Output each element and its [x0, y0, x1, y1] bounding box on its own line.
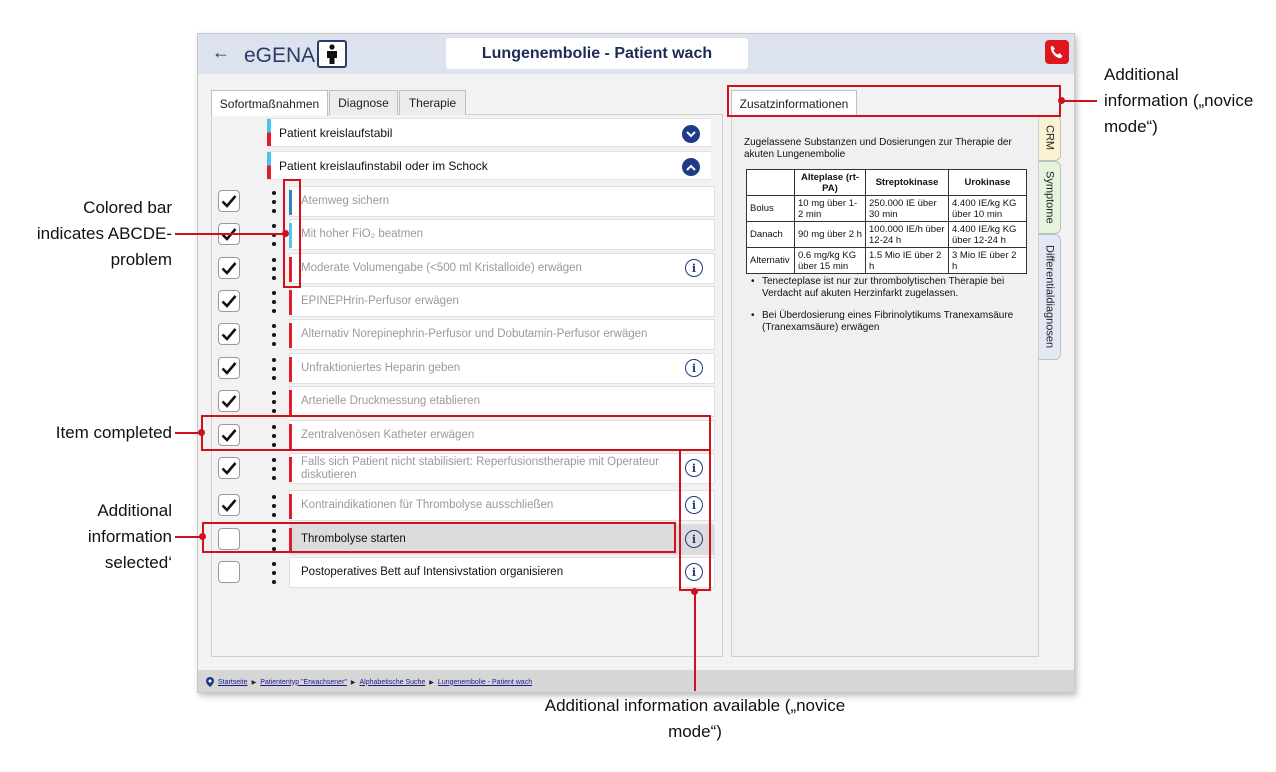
annotation-box-tab — [727, 85, 1061, 117]
checklist-item-label: Postoperatives Bett auf Intensivstation organisieren — [301, 566, 564, 578]
table-cell: 4.400 IE/kg KG über 10 min — [949, 196, 1027, 222]
item-checkbox[interactable] — [218, 323, 240, 345]
chevron-right-icon: ▶ — [251, 679, 257, 686]
checkmark-icon — [221, 498, 237, 512]
kebab-menu-icon[interactable] — [269, 258, 279, 280]
tab-diagnose[interactable]: Diagnose — [329, 90, 398, 115]
back-arrow-icon[interactable]: ← — [212, 42, 230, 62]
checkmark-icon — [221, 327, 237, 341]
top-bar — [198, 34, 1074, 74]
table-cell: 10 mg über 1-2 min — [795, 196, 866, 222]
section-kreislaufstabil[interactable] — [267, 118, 711, 147]
abcde-bar — [289, 323, 292, 348]
abcde-bar — [289, 457, 292, 482]
checklist-item-label: EPINEPHrin-Perfusor erwägen — [301, 295, 459, 307]
checklist-row — [213, 490, 717, 521]
table-cell: 4.400 IE/kg KG über 12-24 h — [949, 222, 1027, 248]
kebab-menu-icon[interactable] — [269, 191, 279, 213]
checklist-item-label: Thrombolyse starten — [301, 533, 406, 545]
annotation-dot — [282, 230, 289, 237]
checklist-row — [213, 286, 717, 317]
location-pin-icon — [206, 677, 214, 687]
annotation-line — [1061, 100, 1097, 102]
breadcrumb-link[interactable]: Startseite — [218, 678, 248, 686]
chevron-down-icon[interactable] — [682, 125, 700, 143]
table-cell: Danach — [747, 222, 795, 248]
table-header: Alteplase (rt-PA) — [795, 170, 866, 196]
annotation-box-selected — [202, 522, 676, 553]
annotation-dot — [1058, 97, 1065, 104]
breadcrumb-link[interactable]: Lungenembolie - Patient wach — [437, 678, 533, 686]
checklist-item-label: Moderate Volumengabe (<500 ml Kristalloide) erwägen — [301, 262, 582, 274]
checklist-row — [213, 453, 717, 484]
breadcrumb — [198, 670, 1074, 693]
checkmark-icon — [221, 261, 237, 275]
checkmark-icon — [221, 194, 237, 208]
info-icon[interactable]: i — [685, 359, 703, 377]
page-title: Lungenembolie - Patient wach — [446, 38, 748, 69]
side-tab-differentialdiagnosen[interactable]: Differentialdiagnosen — [1039, 234, 1061, 360]
annotation-novice-mode: Additional information („novice mode“) — [1104, 65, 1254, 136]
chevron-right-icon: ▶ — [429, 679, 434, 686]
table-cell: 100.000 IE/h über 12-24 h — [866, 222, 949, 248]
section-label: Patient kreislaufinstabil oder im Schock — [279, 158, 488, 173]
checklist-item[interactable] — [289, 490, 715, 521]
list-item: • Bei Überdosierung eines Fibrinolytikums Tranexamsäure (Tranexamsäure) erwägen — [746, 310, 1026, 334]
person-icon[interactable] — [317, 40, 347, 68]
checklist-row — [213, 319, 717, 350]
checklist-item[interactable] — [289, 386, 715, 417]
checklist-item[interactable] — [289, 319, 715, 350]
table-cell: 1.5 Mio IE über 2 h — [866, 248, 949, 274]
info-intro: Zugelassene Substanzen und Dosierungen zur Therapie der akuten Lungenembolie — [744, 137, 1012, 160]
item-checkbox[interactable] — [218, 561, 240, 583]
checklist-item[interactable] — [289, 557, 715, 588]
item-checkbox[interactable] — [218, 390, 240, 412]
abcde-bar — [267, 119, 271, 146]
table-cell: 3 Mio IE über 2 h — [949, 248, 1027, 274]
kebab-menu-icon[interactable] — [269, 358, 279, 380]
table-row — [747, 222, 1027, 248]
chevron-up-icon[interactable] — [682, 158, 700, 176]
annotation-item-completed: Item completed — [55, 423, 172, 442]
breadcrumb-link[interactable]: Patiententyp "Erwachsener" — [260, 678, 347, 686]
checkmark-icon — [221, 461, 237, 475]
checklist-item-label: Alternativ Norepinephrin-Perfusor und Dobutamin-Perfusor erwägen — [301, 328, 648, 340]
abcde-bar — [289, 390, 292, 415]
side-tab-crm[interactable]: CRM — [1039, 115, 1061, 161]
item-checkbox[interactable] — [218, 290, 240, 312]
checklist-item-label: Atemweg sichern — [301, 195, 390, 207]
annotation-box-info — [679, 449, 711, 591]
table-header-row — [747, 170, 1027, 196]
kebab-menu-icon[interactable] — [269, 562, 279, 584]
checkmark-icon — [221, 294, 237, 308]
annotation-dot — [691, 588, 698, 595]
info-icon[interactable]: i — [685, 496, 703, 514]
checklist-item[interactable] — [289, 253, 715, 284]
checklist-item-label: Falls sich Patient nicht stabilisiert: Reperfusionstherapie mit Operateur diskutieren — [301, 455, 659, 481]
table-cell: 0.6 mg/kg KG über 15 min — [795, 248, 866, 274]
kebab-menu-icon[interactable] — [269, 458, 279, 480]
kebab-menu-icon[interactable] — [269, 291, 279, 313]
item-checkbox[interactable] — [218, 494, 240, 516]
checkmark-icon — [221, 394, 237, 408]
kebab-menu-icon[interactable] — [269, 391, 279, 413]
table-header: Streptokinase — [866, 170, 949, 196]
kebab-menu-icon[interactable] — [269, 495, 279, 517]
table-row — [747, 196, 1027, 222]
chevron-right-icon: ▶ — [350, 679, 356, 686]
info-icon[interactable]: i — [685, 563, 703, 581]
tab-therapie[interactable]: Therapie — [399, 90, 466, 115]
annotation-line — [694, 591, 696, 691]
checkmark-icon — [221, 361, 237, 375]
table-cell: 250.000 IE über 30 min — [866, 196, 949, 222]
info-notes — [746, 276, 1026, 344]
annotation-colored-bar: Colored bar indicates ABCDE-problem — [36, 198, 172, 269]
annotation-dot — [199, 533, 206, 540]
info-icon[interactable]: i — [685, 259, 703, 277]
checklist-item-label: Arterielle Druckmessung etablieren — [301, 395, 480, 407]
annotation-box-completed — [201, 415, 711, 451]
checklist-row — [213, 386, 717, 417]
item-checkbox[interactable] — [218, 190, 240, 212]
item-checkbox[interactable] — [218, 257, 240, 279]
section-kreislaufinstabil[interactable] — [267, 151, 711, 180]
annotation-line — [175, 233, 285, 235]
dosage-table — [746, 169, 1027, 274]
item-checkbox[interactable] — [218, 457, 240, 479]
annotation-dot — [198, 429, 205, 436]
kebab-menu-icon[interactable] — [269, 224, 279, 246]
checklist-item-label: Zentralvenösen Katheter erwägen — [301, 429, 475, 441]
checklist-item[interactable] — [289, 286, 715, 317]
abcde-bar — [289, 357, 292, 382]
kebab-menu-icon[interactable] — [269, 324, 279, 346]
abcde-bar — [267, 152, 271, 179]
tab-sofortmassnahmen[interactable]: Sofortmaßnahmen — [211, 90, 328, 116]
checklist-item[interactable] — [289, 353, 715, 384]
info-icon[interactable]: i — [685, 530, 703, 548]
table-header — [747, 170, 795, 196]
phone-icon[interactable] — [1045, 40, 1069, 64]
info-icon[interactable]: i — [685, 459, 703, 477]
breadcrumb-link[interactable]: Alphabetische Suche — [359, 678, 426, 686]
table-cell: 90 mg über 2 h — [795, 222, 866, 248]
checklist-row — [213, 557, 717, 588]
checklist-item-label: Unfraktioniertes Heparin geben — [301, 362, 461, 374]
checklist-item[interactable] — [289, 219, 715, 250]
table-cell: Bolus — [747, 196, 795, 222]
app-name: eGENA — [244, 44, 316, 67]
table-row — [747, 248, 1027, 274]
annotation-info-selected: Additional information selected‘ — [87, 501, 172, 572]
checklist-item[interactable] — [289, 186, 715, 217]
item-checkbox[interactable] — [218, 357, 240, 379]
checklist-item-label: Mit hoher FiO₂ beatmen — [301, 228, 424, 240]
section-label: Patient kreislaufstabil — [279, 125, 393, 140]
checklist-item-label: Kontraindikationen für Thrombolyse ausschließen — [301, 499, 554, 511]
table-header: Urokinase — [949, 170, 1027, 196]
table-cell: Alternativ — [747, 248, 795, 274]
abcde-bar — [289, 290, 292, 315]
side-tab-symptome[interactable]: Symptome — [1039, 161, 1061, 234]
checklist-item[interactable] — [289, 453, 715, 484]
annotation-info-available: Additional information available („novice mode“) — [544, 696, 846, 741]
tab-zusatzinformationen[interactable]: Zusatzinformationen — [731, 90, 857, 116]
additional-info-pane — [731, 115, 1039, 657]
list-item: • Tenecteplase ist nur zur thrombolytischen Therapie bei Verdacht auf akuten Herzinfarkt zugelassen. — [746, 276, 1026, 300]
abcde-bar — [289, 494, 292, 519]
checklist-row — [213, 353, 717, 384]
